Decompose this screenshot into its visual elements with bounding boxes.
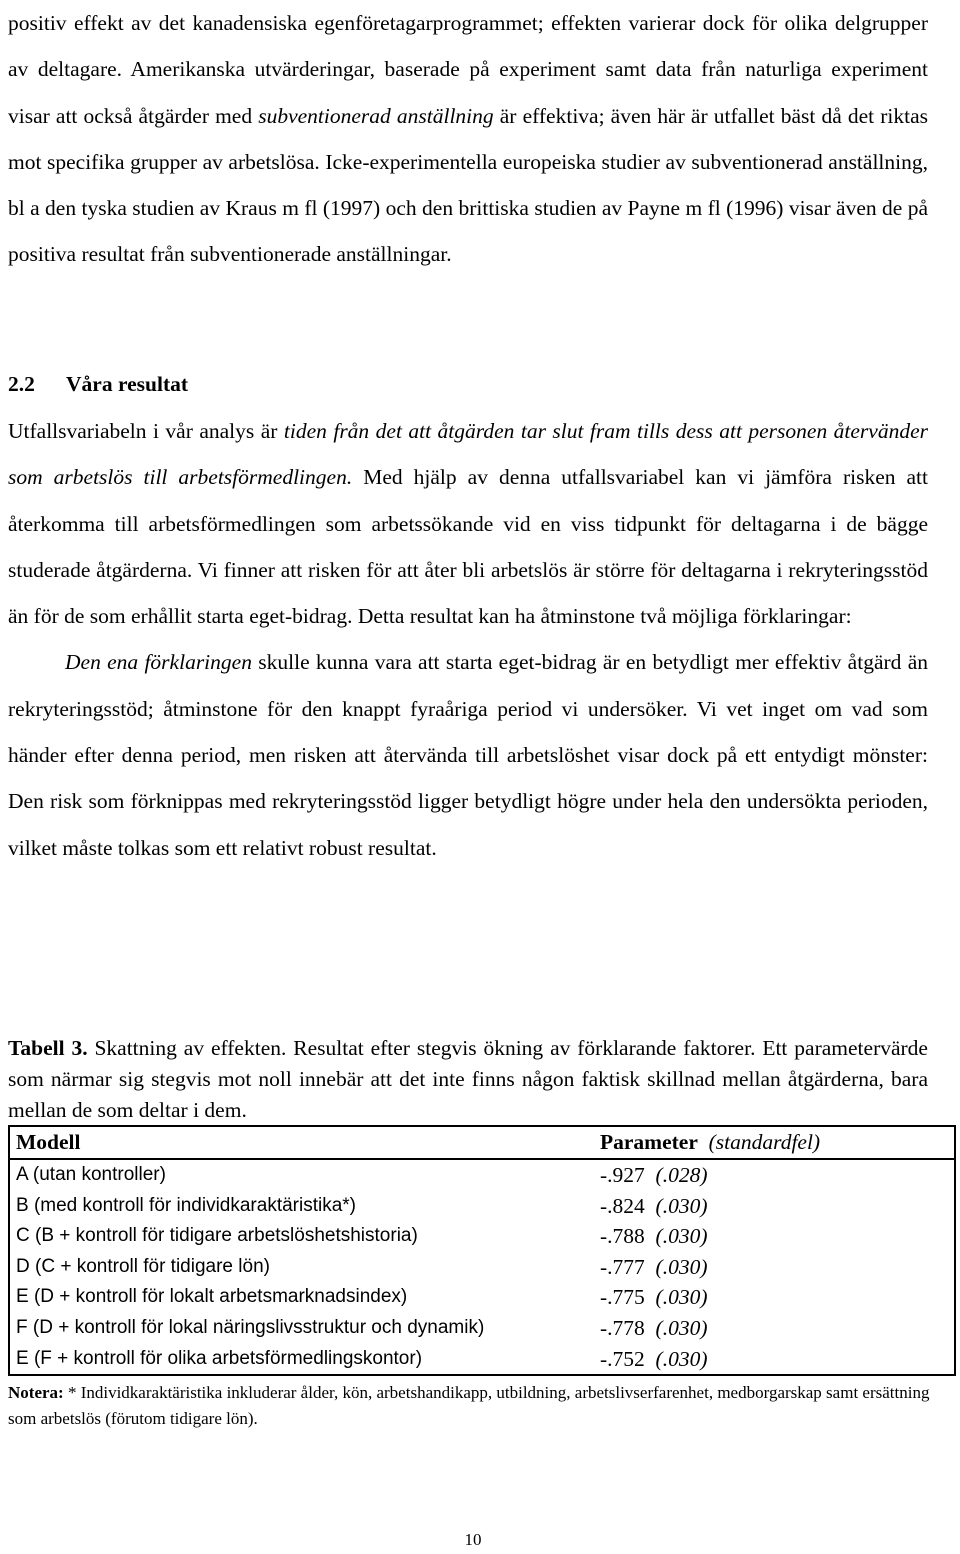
table-row [9, 1252, 955, 1283]
page-number: 10 [464, 1530, 482, 1549]
row-estimate [594, 1221, 955, 1252]
row-estimate [594, 1252, 955, 1283]
row-model: C (B + kontroll för tidigare arbetslöshetshistoria) [16, 1225, 418, 1247]
row-model: E (F + kontroll för olika arbetsförmedlingskontor) [9, 1344, 594, 1376]
header-se-label: (standardfel) [708, 1130, 821, 1155]
row-param: -.777 [600, 1254, 645, 1279]
row-param: -.927 [600, 1163, 645, 1187]
table-row [9, 1282, 955, 1313]
row-estimate [594, 1313, 955, 1344]
intro-paragraph [8, 0, 928, 278]
section-number: 2.2 [8, 372, 35, 396]
row-estimate [594, 1191, 955, 1222]
row-param: -.824 [600, 1193, 645, 1218]
header-model-label: Modell [16, 1130, 81, 1155]
results-paragraph [8, 408, 928, 639]
header-parameter-label: Parameter [600, 1130, 698, 1155]
results-block [8, 408, 928, 871]
row-se: (.030) [655, 1254, 708, 1279]
header-parameter [594, 1126, 955, 1159]
row-se: (.030) [655, 1224, 708, 1249]
row-model: F (D + kontroll för lokal näringslivsstruktur och dynamik) [16, 1316, 485, 1338]
table-header-row [9, 1126, 955, 1159]
row-estimate [594, 1159, 955, 1191]
results-italic-definition: tiden från det att åtgärden tar slut fram tills dess att personen återvänder som arbetslös till arbetsförmedlingen. [8, 419, 928, 490]
row-se: (.028) [655, 1163, 708, 1187]
row-param: -.775 [600, 1285, 645, 1310]
intro-italic-term: subventionerad anställning [258, 103, 494, 128]
row-model: B (med kontroll för individkaraktäristika*) [16, 1194, 357, 1216]
explanation-paragraph [8, 639, 928, 870]
row-model: D (C + kontroll för tidigare lön) [16, 1255, 270, 1277]
row-estimate [594, 1282, 955, 1313]
row-param: -.788 [600, 1224, 645, 1249]
row-model: E (D + kontroll för lokalt arbetsmarknadsindex) [16, 1286, 408, 1308]
table-row [9, 1159, 955, 1191]
table-row [9, 1221, 955, 1252]
table-caption-text: Skattning av effekten. Resultat efter stegvis ökning av förklarande faktorer. Ett parametervärde som närmar sig stegvis mot noll innebär att det inte finns någon faktisk skillnad mellan åtgärderna, bara mellan de som deltar i dem. [8, 1036, 928, 1122]
row-param: -.752 [600, 1346, 645, 1371]
table-note-text: * Individkaraktäristika inkluderar ålder, kön, arbetshandikapp, utbildning, arbetslivserfarenhet, medborgarskap samt ersättning som arbetslös (förutom tidigare lön). [8, 1383, 930, 1428]
row-se: (.030) [655, 1193, 708, 1218]
row-se: (.030) [655, 1285, 708, 1310]
results-text-1: Utfallsvariabeln i vår analys är [8, 419, 284, 443]
section-heading [8, 364, 928, 404]
table-caption-label: Tabell 3. [8, 1036, 88, 1060]
table-row [9, 1191, 955, 1222]
results-table [8, 1125, 956, 1376]
explanation-italic-lead: Den ena förklaringen [65, 650, 252, 675]
row-estimate [594, 1344, 955, 1376]
table-caption [8, 1033, 928, 1126]
results-text-2: Med hjälp av denna utfallsvariabel kan vi jämföra risken att återkomma till arbetsförmedlingen som arbetssökande vid en viss tidpunkt för deltagarna i de bägge studerade åtgärderna. Vi finner att risken för att åter bli arbetslös är större för deltagarna i rekryteringsstöd än för de som erhållit starta eget-bidrag. Detta resultat kan ha åtminstone två möjliga förklaringar: [8, 465, 928, 629]
explanation-text: skulle kunna vara att starta eget-bidrag är en betydligt mer effektiv åtgärd än rekryteringsstöd; åtminstone för den knappt fyraåriga period vi undersöker. Vi vet inget om vad som händer efter denna period, men risken att återvända till arbetslöshet visar dock på ett entydigt mönster: Den risk som förknippas med rekryteringsstöd ligger betydligt högre under hela den undersökta perioden, vilket måste tolkas som ett relativt robust resultat. [8, 650, 928, 860]
row-model: A (utan kontroller) [16, 1164, 166, 1185]
intro-text-2: är effektiva; även här är utfallet bäst då det riktas mot specifika grupper av arbetslösa. Icke-experimentella europeiska studier av subventionerad anställning, bl a den tyska studien av Kraus m fl (1997) och den brittiska studien av Payne m fl (1996) visar även de på positiva resultat från subventionerade anställningar. [8, 103, 928, 267]
table-note-label: Notera: [8, 1383, 64, 1402]
row-param: -.778 [600, 1315, 645, 1340]
row-se: (.030) [655, 1346, 708, 1371]
row-se: (.030) [655, 1315, 708, 1340]
section-title: Våra resultat [66, 372, 189, 396]
header-model [9, 1126, 594, 1159]
table-note [8, 1380, 938, 1432]
intro-text-1: positiv effekt av det kanadensiska egenföretagarprogrammet; effekten varierar dock för olika delgrupper av deltagare. Amerikanska utvärderingar, baserade på experiment samt data från naturliga experiment visar att också åtgärder med [8, 11, 928, 128]
table-row [9, 1344, 955, 1376]
table-row [9, 1313, 955, 1344]
